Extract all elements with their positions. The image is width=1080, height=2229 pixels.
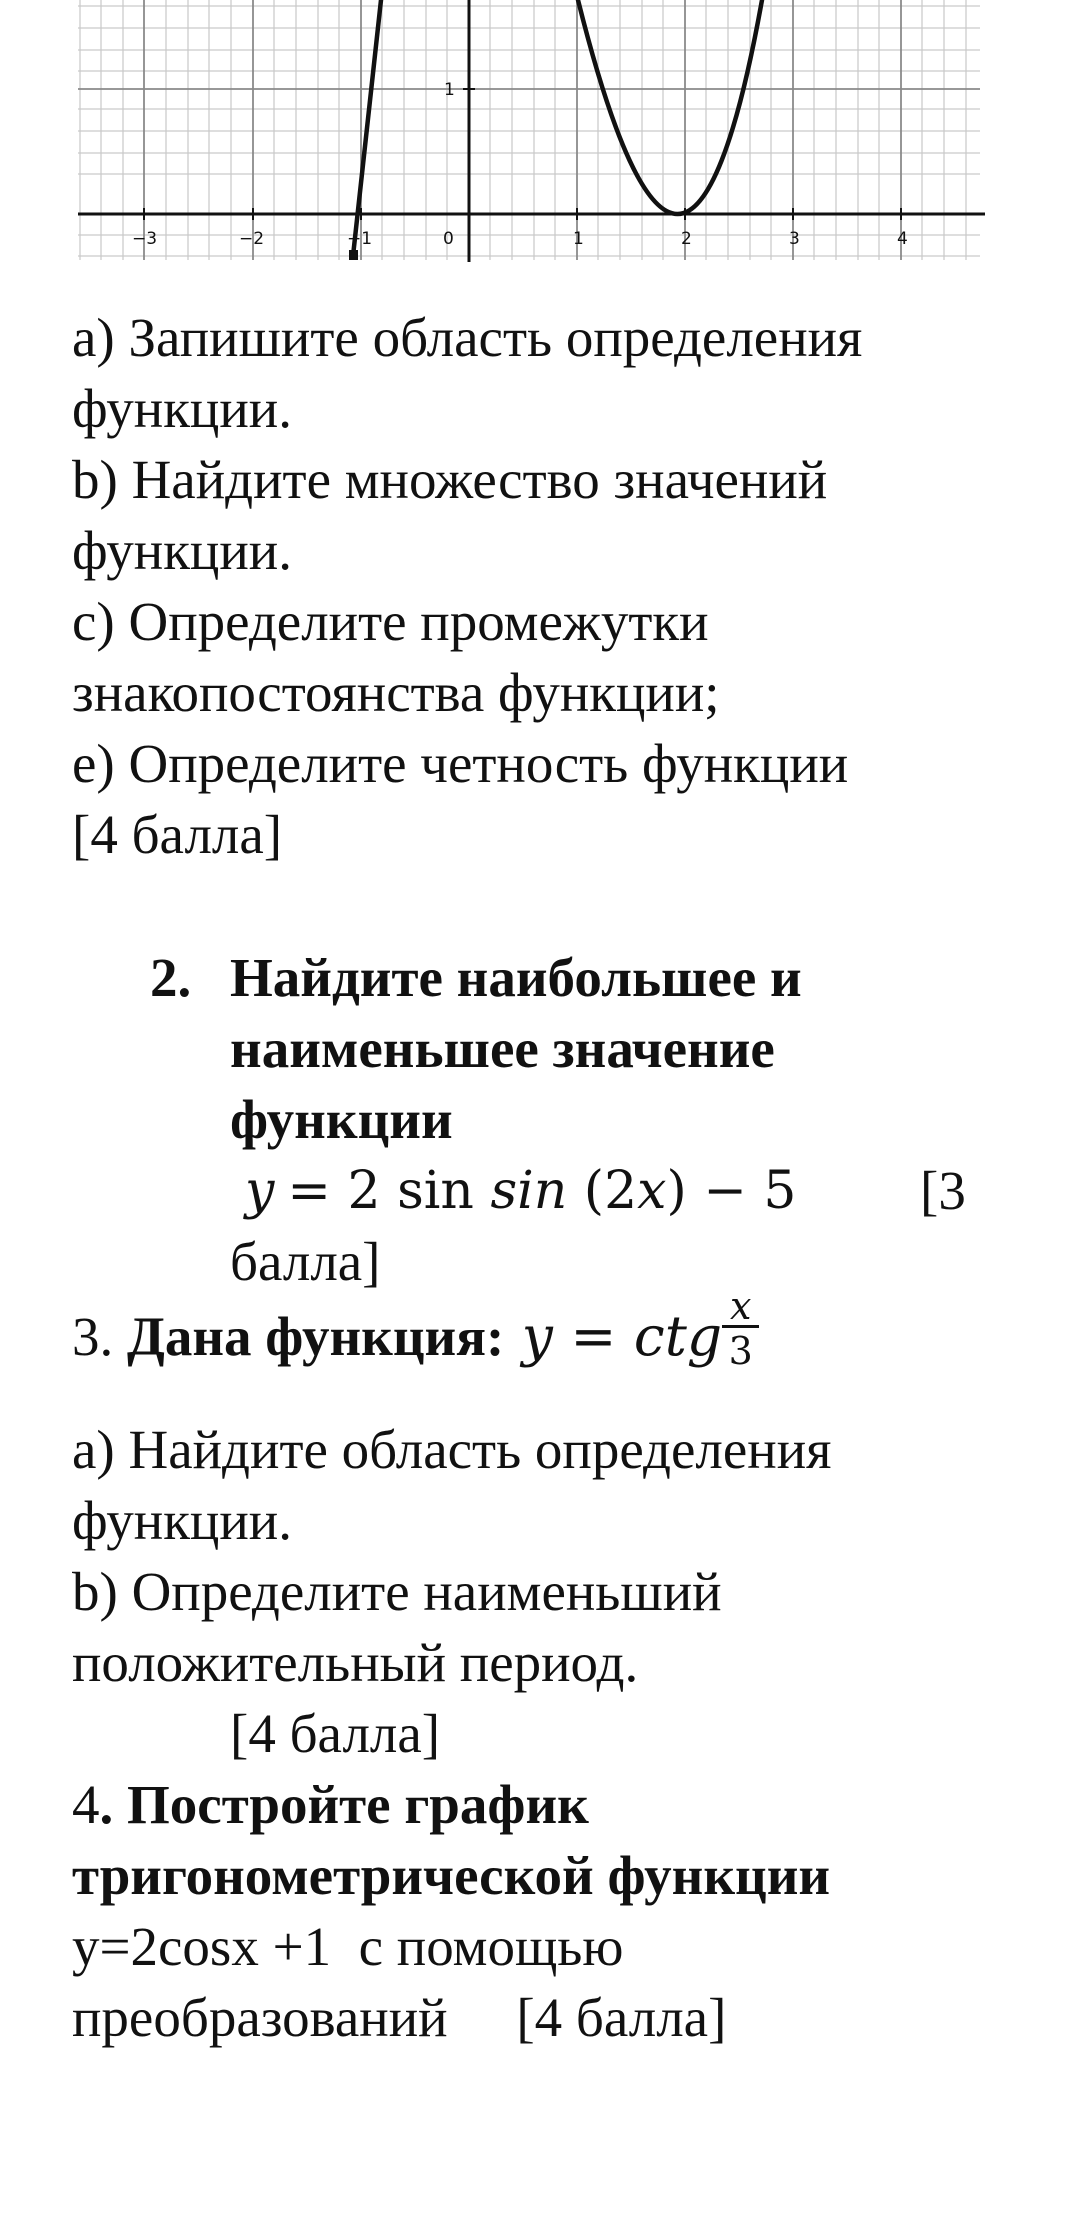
x-tick-label: 4 xyxy=(897,229,908,249)
y-tick-label: 1 xyxy=(444,80,455,100)
task4-title2: тригонометрической функции xyxy=(72,1845,831,1906)
task4-line1 xyxy=(72,1769,589,1841)
x-tick-label: 0 xyxy=(443,229,454,249)
formula-equals: = 2 sin xyxy=(287,1161,491,1221)
task1-part-a: а) Запишите область определения xyxy=(72,307,863,368)
task1-part-c-cont: знакопостоянства функции; xyxy=(72,662,720,723)
formula-arg: (2 xyxy=(567,1161,638,1221)
task4-line3: y=2cosx +1 с помощью xyxy=(72,1916,624,1977)
task3-title: Дана функция: xyxy=(127,1306,505,1367)
task2-number: 2. xyxy=(150,947,192,1008)
task1-part-e: е) Определите четность функции xyxy=(72,733,849,794)
formula-y: y xyxy=(504,1304,553,1368)
task3-header xyxy=(72,1283,759,1384)
task2-line3: функции xyxy=(230,1089,453,1150)
fraction-denominator: 3 xyxy=(728,1328,753,1373)
task4-number: 4 xyxy=(72,1774,100,1835)
formula-equals: = xyxy=(552,1304,634,1368)
major-grid xyxy=(78,0,980,260)
task1-part-b-cont: функции. xyxy=(72,520,292,581)
task1-part-c: с) Определите промежутки xyxy=(72,591,709,652)
x-tick-label: −2 xyxy=(239,229,265,249)
x-tick-label: 2 xyxy=(681,229,692,249)
task3-part-b: b) Определите наименьший xyxy=(72,1561,722,1622)
task2-points-a: [3 xyxy=(920,1160,966,1221)
task2-line1: Найдите наибольшее и xyxy=(230,947,802,1008)
formula-ctg: ctg xyxy=(633,1304,723,1368)
formula-sin: sin xyxy=(490,1161,568,1221)
endpoint-marker xyxy=(349,250,358,260)
task2-points-b: балла] xyxy=(230,1231,381,1292)
task4-title1: . Постройте график xyxy=(99,1774,589,1835)
fraction-numerator: x xyxy=(722,1287,759,1328)
minor-grid xyxy=(78,0,980,260)
axis-tick-labels xyxy=(132,80,908,249)
task1-points: [4 балла] xyxy=(72,804,283,865)
x-tick-label: 1 xyxy=(573,229,584,249)
function-curve xyxy=(353,0,762,256)
x-tick-label: 3 xyxy=(789,229,800,249)
x-tick-label: −3 xyxy=(132,229,158,249)
task4-line4: преобразований [4 балла] xyxy=(72,1987,727,2048)
formula-x: x xyxy=(637,1161,667,1221)
task3-points: [4 балла] xyxy=(230,1703,441,1764)
task3-number: 3. xyxy=(72,1306,127,1367)
x-tick-label: −1 xyxy=(347,229,373,249)
task3-part-a-cont: функции. xyxy=(72,1490,292,1551)
task3-part-b-cont: положительный период. xyxy=(72,1632,639,1693)
formula-rest: ) − 5 xyxy=(666,1161,797,1221)
task1-part-a-cont: функции. xyxy=(72,378,292,439)
function-graph xyxy=(0,0,1080,270)
task2-line2: наименьшее значение xyxy=(230,1018,775,1079)
task1-part-b: b) Найдите множество значений xyxy=(72,449,828,510)
formula-y: y xyxy=(245,1161,275,1221)
task3-part-a: а) Найдите область определения xyxy=(72,1419,832,1480)
formula-fraction xyxy=(722,1283,759,1373)
task2-formula xyxy=(245,1155,797,1228)
